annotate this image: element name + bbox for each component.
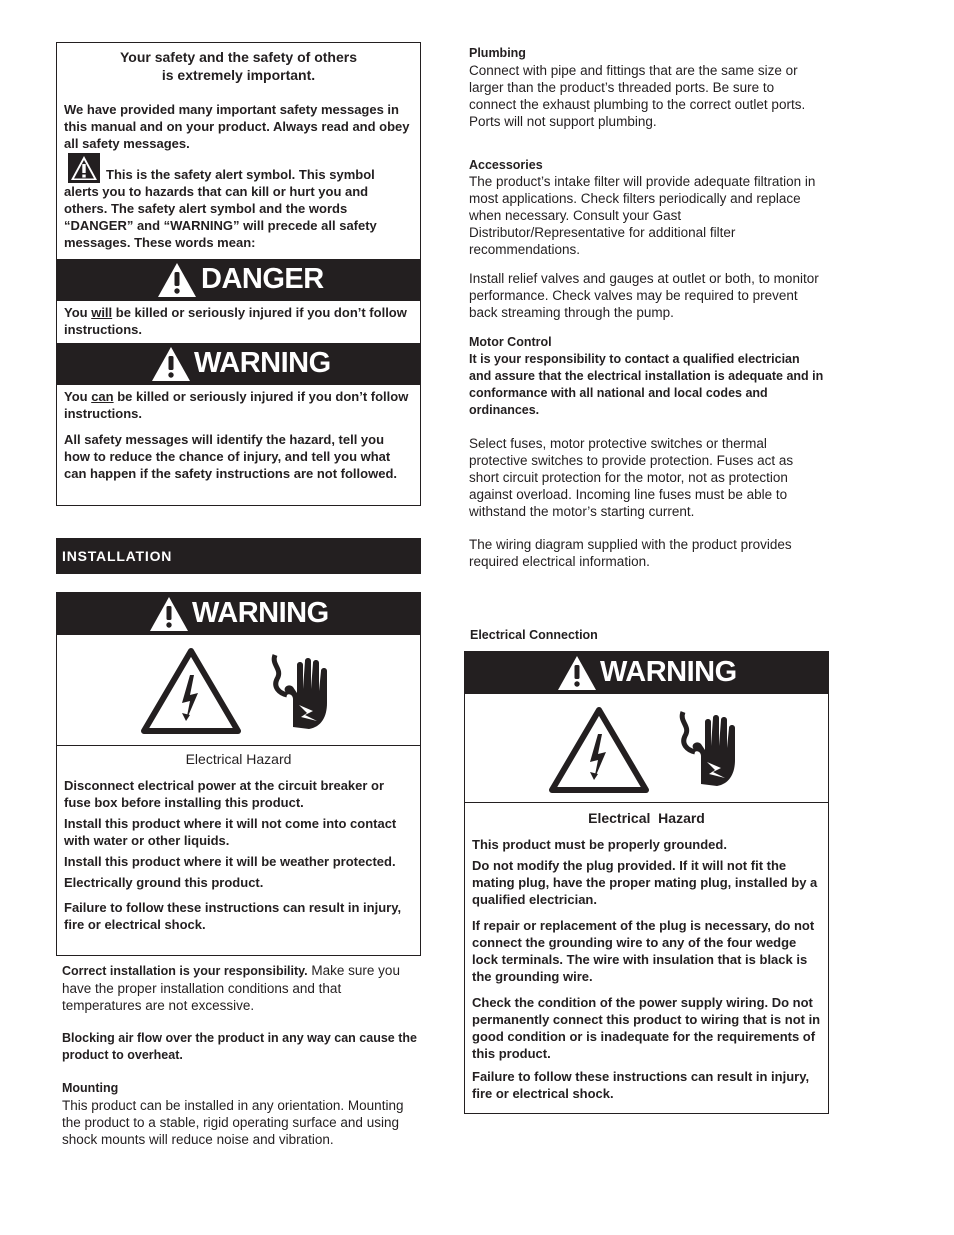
warning-left-line-ground: Electrically ground this product.	[64, 875, 264, 890]
warning-right-plug: Do not modify the plug provided. If it will not fit the mating plug, have the proper mating plug, installed by a qualified electrician.	[472, 858, 818, 907]
motor-control-heading: Motor Control	[469, 335, 552, 349]
warning-left-hazard-title: Electrical Hazard	[185, 751, 292, 767]
mounting-heading: Mounting	[62, 1081, 119, 1095]
mounting-body: This product can be installed in any orientation. Mounting the product to a stable, rigid operating surface and using shock mounts will reduce noise and vibration.	[62, 1098, 404, 1147]
warning-signal-bar	[57, 343, 420, 385]
danger-alert-icon	[157, 262, 197, 298]
accessories-body: The product’s intake filter will provide adequate filtration in most applications. Check filters periodically and replace when necessary. Consult your Gast Distributor/Representative for additional filter recommendations.	[469, 174, 816, 257]
danger-definition: You will be killed or seriously injured if you don’t follow instructions.	[64, 305, 407, 337]
warning-right-check-wiring: Check the condition of the power supply wiring. Do not permanently connect this product to wiring that is not in good condition or is inadequate for the requirements of this product.	[472, 995, 821, 1061]
warning-right-repair: If repair or replacement of the plug is necessary, do not connect the grounding wire to any of the four wedge lock terminals. The wire with insulation that is black is the grounding wire.	[472, 918, 815, 984]
warning-left-pictogram-area	[57, 635, 420, 746]
danger-signal-word: DANGER	[201, 263, 324, 295]
correct-installation-text: Correct installation is your responsibility. Make sure you have the proper installation conditions and that temperatures are not excessive.	[62, 963, 400, 1013]
warning-right-bar	[465, 652, 828, 694]
warning-left-bar	[57, 593, 420, 635]
plumbing-body: Connect with pipe and fittings that are the same size or larger than the product’s threaded ports. Be sure to connect the exhaust plumbing to the correct outlet ports. Ports will not support plumbing.	[469, 63, 806, 129]
warning-alert-icon	[151, 346, 191, 382]
plumbing-heading: Plumbing	[469, 46, 526, 60]
warning-left-line-weather: Install this product where it will be weather protected.	[64, 854, 396, 869]
relief-valves-text: Install relief valves and gauges at outlet or both, to monitor performance. Check valves may be required to prevent back streaming through the pump.	[469, 271, 819, 320]
warning-signal-word: WARNING	[194, 347, 331, 379]
installation-title: INSTALLATION	[62, 548, 173, 564]
electrical-hazard-warning-right	[464, 651, 829, 1114]
wiring-diagram-text: The wiring diagram supplied with the product provides required electrical information.	[469, 537, 792, 569]
warning-left-alert-icon	[149, 596, 189, 632]
warning-left-failure: Failure to follow these instructions can result in injury, fire or electrical shock.	[64, 900, 402, 932]
warning-right-hazard-title: Electrical Hazard	[588, 810, 705, 826]
warning-right-alert-icon	[557, 655, 597, 691]
blocking-airflow-text: Blocking air flow over the product in any way can cause the product to overheat.	[62, 1031, 417, 1062]
safety-alert-description: This is the safety alert symbol. This symbol alerts you to hazards that can kill or hurt you and others. The safety alert symbol and the words “DANGER” and “WARNING” will precede all safety messages. These words mean:	[64, 167, 377, 250]
installation-section-header	[56, 538, 421, 574]
danger-signal-bar	[57, 259, 420, 301]
warning-right-instructions	[472, 836, 822, 1106]
safety-message-box	[56, 42, 421, 506]
safety-heading: Your safety and the safety of others is extremely important.	[119, 49, 357, 83]
warning-right-grounded: This product must be properly grounded.	[472, 837, 727, 852]
electrical-shock-triangle-icon	[140, 647, 242, 735]
electrical-connection-heading: Electrical Connection	[470, 628, 598, 642]
shocked-hand-icon	[269, 651, 339, 733]
warning-left-line-disconnect: Disconnect electrical power at the circuit breaker or fuse box before installing this product.	[64, 778, 385, 810]
warning-definition: You can be killed or seriously injured if you don’t follow instructions.	[64, 389, 409, 421]
electrical-shock-triangle-icon-right	[548, 706, 650, 794]
warning-left-instructions	[64, 777, 412, 937]
warning-right-pictogram-area	[465, 694, 828, 803]
warning-left-line-water: Install this product where it will not come into contact with water or other liquids.	[64, 816, 397, 848]
warning-left-signal-word: WARNING	[192, 597, 329, 629]
fuses-text: Select fuses, motor protective switches or thermal protective switches to provide protection. Fuses act as short circuit protection for the motor, not as protection against overload. Incoming line fuses must be able to withstand the motor’s starting current.	[469, 436, 794, 519]
warning-right-signal-word: WARNING	[600, 656, 737, 688]
safety-intro: We have provided many important safety messages in this manual and on your product. Always read and obey all safety messages.	[64, 102, 410, 151]
motor-control-responsibility: It is your responsibility to contact a qualified electrician and assure that the electrical installation is adequate and in conformance with all national and local codes and ordinances.	[469, 352, 824, 417]
safety-closing: All safety messages will identify the hazard, tell you how to reduce the chance of injury, and tell you what can happen if the safety instructions are not followed.	[64, 432, 397, 481]
electrical-hazard-warning-left	[56, 592, 421, 956]
shocked-hand-icon-right	[677, 708, 747, 790]
accessories-heading: Accessories	[469, 158, 543, 172]
warning-right-failure: Failure to follow these instructions can result in injury, fire or electrical shock.	[472, 1069, 810, 1101]
